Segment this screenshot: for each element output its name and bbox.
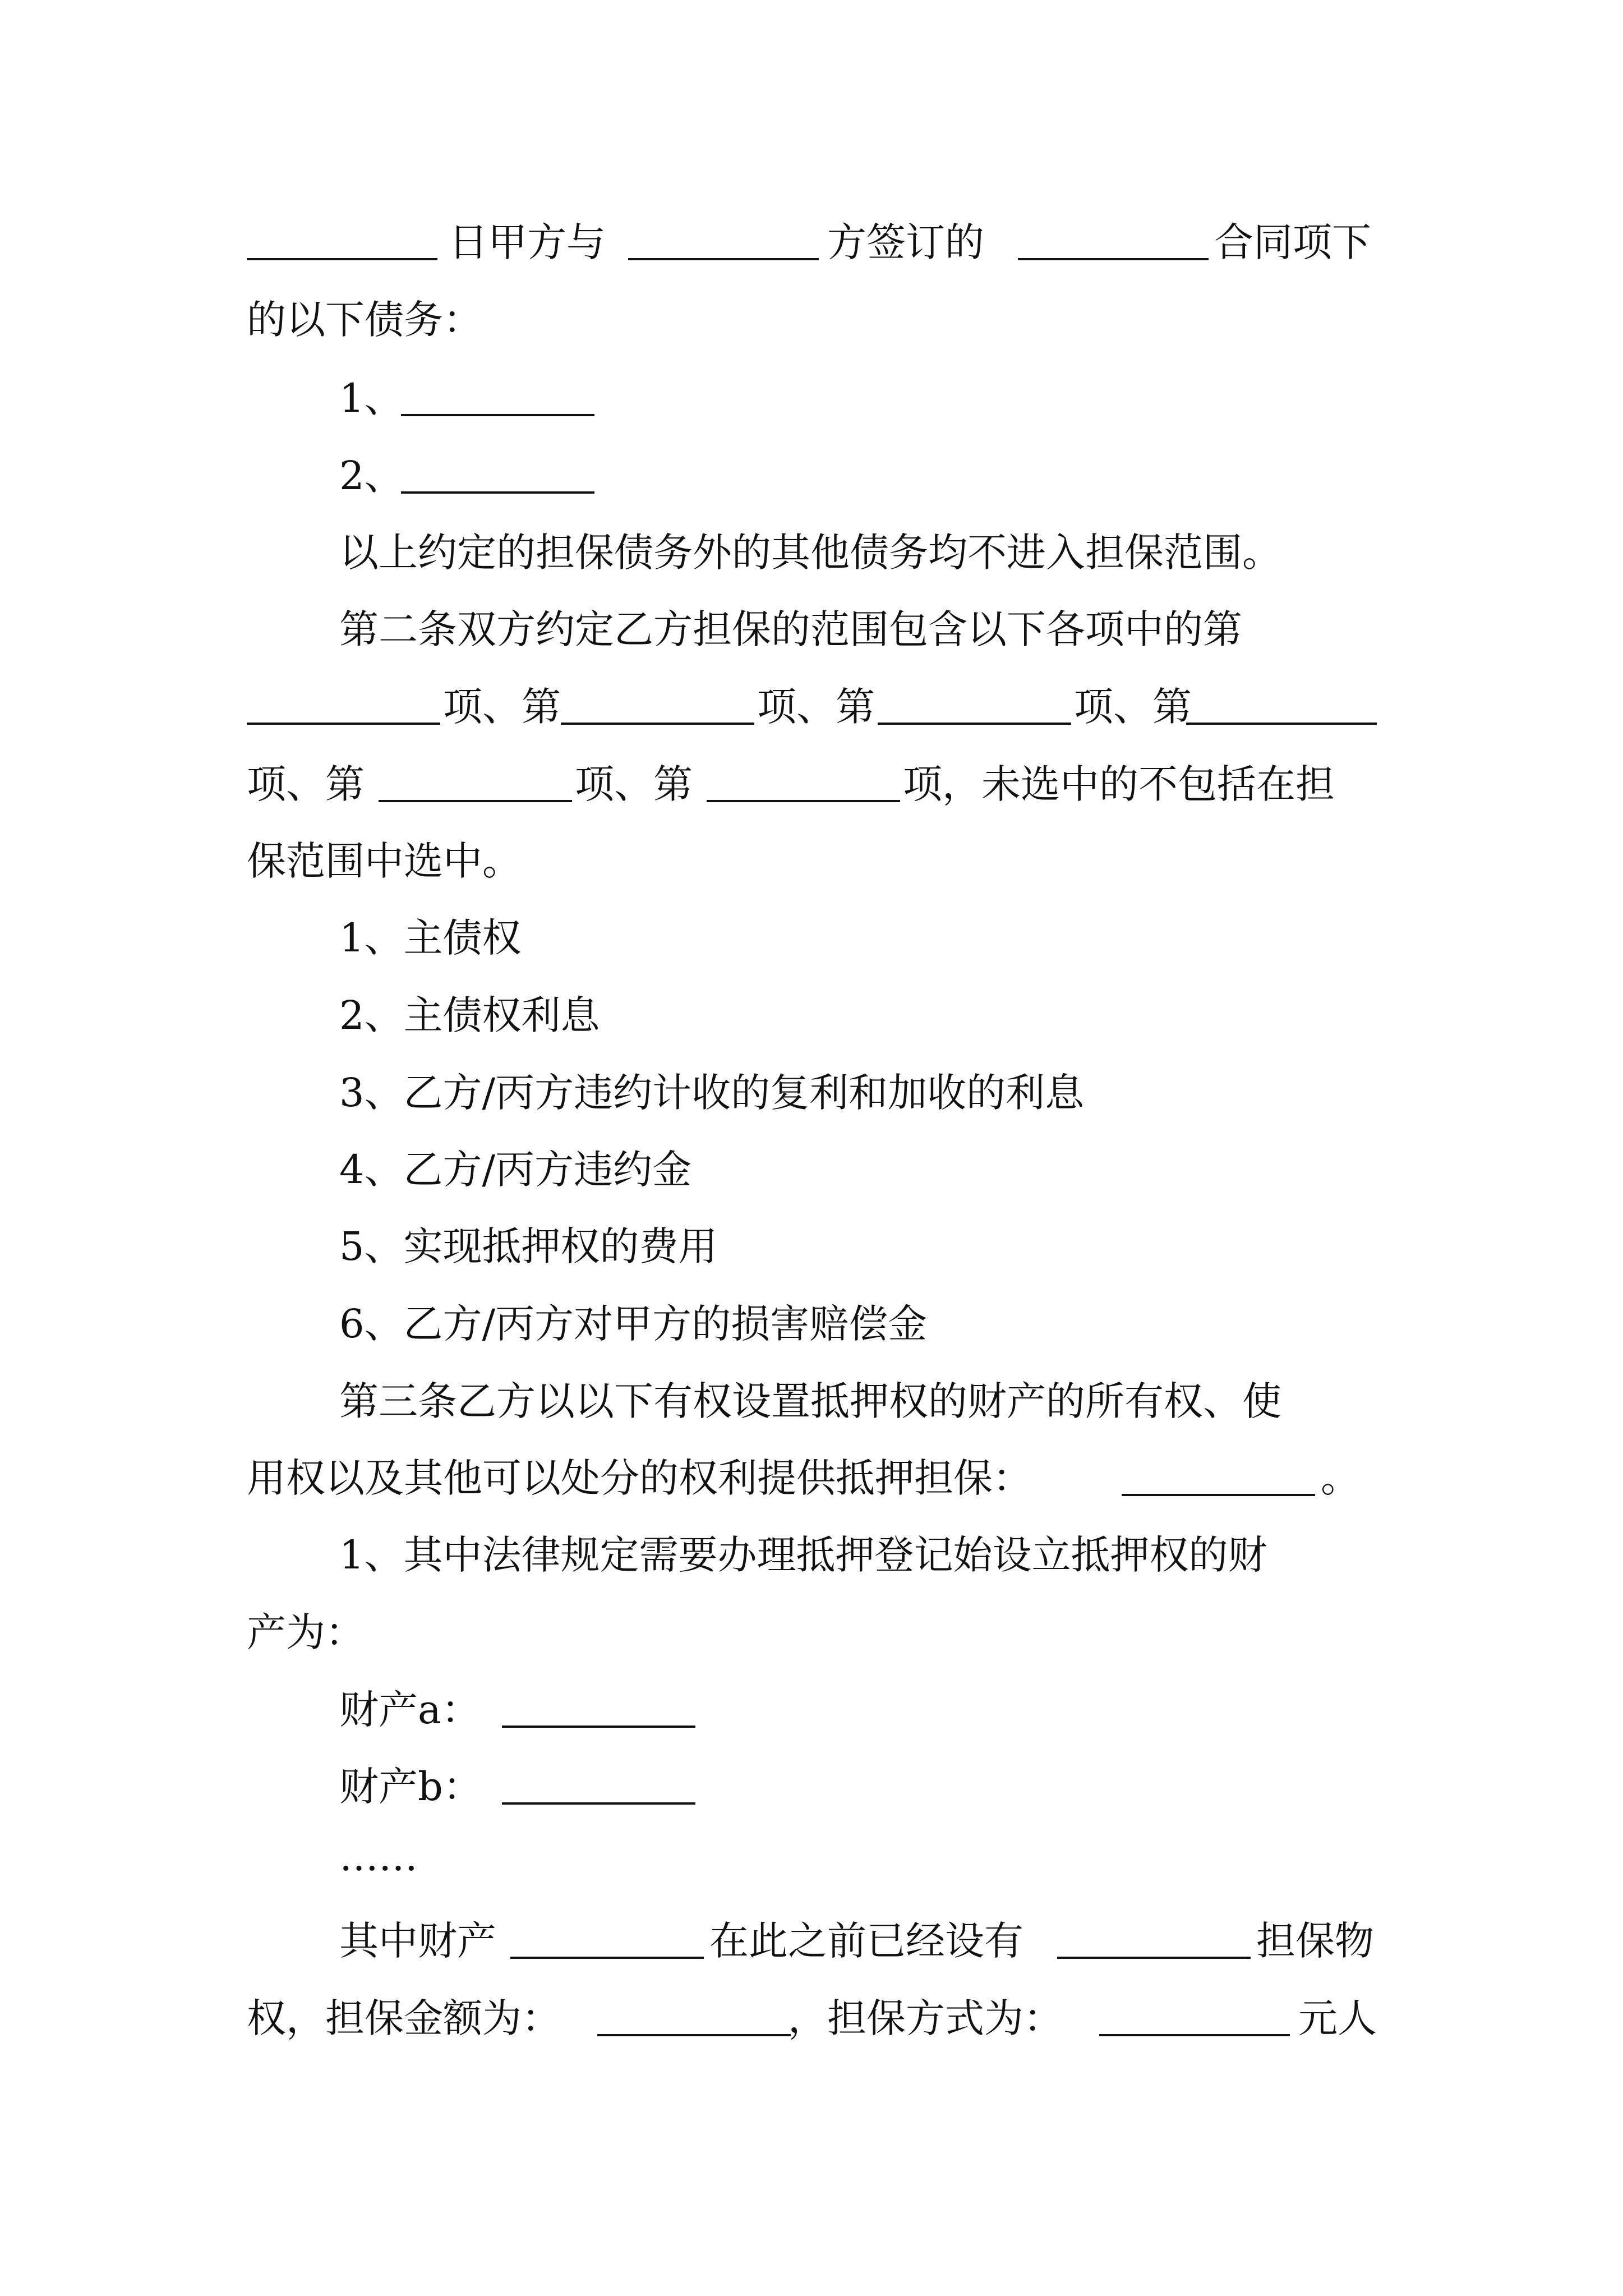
text-segment: 方签订的 bbox=[827, 219, 984, 265]
text-segment: 项、第 bbox=[247, 761, 365, 807]
fill-in-blank[interactable] bbox=[502, 1802, 695, 1805]
text-segment: 3、乙方/丙方违约计收的复利和加收的利息 bbox=[339, 1070, 1085, 1116]
text-segment: 元人 bbox=[1298, 1995, 1377, 2041]
text-line bbox=[0, 1136, 1623, 1203]
fill-in-blank[interactable] bbox=[628, 258, 819, 260]
text-segment: 。 bbox=[1321, 1455, 1360, 1501]
fill-in-blank[interactable] bbox=[1122, 1494, 1315, 1496]
text-line bbox=[0, 209, 1623, 276]
text-line bbox=[0, 365, 1623, 432]
text-segment: 财产b： bbox=[339, 1764, 482, 1810]
text-line bbox=[0, 286, 1623, 353]
text-line bbox=[0, 1521, 1623, 1589]
fill-in-blank[interactable] bbox=[707, 800, 900, 802]
text-line bbox=[0, 904, 1623, 972]
text-line bbox=[0, 442, 1623, 509]
text-line bbox=[0, 1290, 1623, 1358]
text-line bbox=[0, 1907, 1623, 1975]
text-line bbox=[0, 751, 1623, 818]
fill-in-blank[interactable] bbox=[401, 414, 594, 416]
text-line bbox=[0, 1599, 1623, 1666]
fill-in-blank[interactable] bbox=[510, 1957, 704, 1959]
fill-in-blank[interactable] bbox=[878, 723, 1071, 725]
fill-in-blank[interactable] bbox=[401, 491, 594, 494]
text-segment: 其中财产 bbox=[339, 1918, 496, 1964]
text-segment: 1、 bbox=[339, 375, 404, 421]
text-segment: 2、 bbox=[339, 453, 404, 499]
fill-in-blank[interactable] bbox=[561, 723, 754, 725]
text-line bbox=[0, 982, 1623, 1049]
text-segment: 2、主债权利息 bbox=[339, 992, 600, 1038]
text-segment: 合同项下 bbox=[1214, 219, 1371, 265]
text-segment: 用权以及其他可以处分的权利提供抵押担保： bbox=[247, 1455, 1032, 1501]
text-line bbox=[0, 519, 1623, 586]
text-segment: 的以下债务： bbox=[247, 297, 482, 343]
fill-in-blank[interactable] bbox=[1057, 1957, 1251, 1959]
fill-in-blank[interactable] bbox=[1099, 2034, 1290, 2036]
text-segment: 日甲方与 bbox=[449, 219, 606, 265]
text-segment: 以上约定的担保债务外的其他债务均不进入担保范围。 bbox=[339, 530, 1281, 576]
text-segment: 项、第 bbox=[575, 761, 693, 807]
text-segment: 项、第 bbox=[1074, 684, 1192, 730]
text-segment: 担保物 bbox=[1256, 1918, 1374, 1964]
text-segment: 4、乙方/丙方违约金 bbox=[339, 1147, 692, 1193]
text-line bbox=[0, 673, 1623, 740]
text-line bbox=[0, 827, 1623, 895]
fill-in-blank[interactable] bbox=[247, 258, 437, 260]
text-segment: 5、实现抵押权的费用 bbox=[339, 1223, 718, 1269]
text-segment: 在此之前已经设有 bbox=[709, 1918, 1023, 1964]
text-segment: …… bbox=[339, 1834, 418, 1880]
text-segment: 权，担保金额为： bbox=[247, 1995, 561, 2041]
text-segment: 项、第 bbox=[757, 684, 875, 730]
text-line bbox=[0, 1059, 1623, 1126]
text-segment: 财产a： bbox=[339, 1687, 481, 1733]
fill-in-blank[interactable] bbox=[1018, 258, 1209, 260]
text-segment: 产为： bbox=[247, 1609, 365, 1655]
fill-in-blank[interactable] bbox=[247, 723, 440, 725]
text-line bbox=[0, 596, 1623, 663]
text-line bbox=[0, 1213, 1623, 1280]
fill-in-blank[interactable] bbox=[1186, 723, 1377, 725]
fill-in-blank[interactable] bbox=[502, 1726, 695, 1728]
text-segment: 第二条双方约定乙方担保的范围包含以下各项中的第 bbox=[339, 606, 1242, 652]
text-segment: 保范围中选中。 bbox=[247, 838, 522, 884]
text-line bbox=[0, 1985, 1623, 2052]
text-line bbox=[0, 1368, 1623, 1435]
text-segment: 项、第 bbox=[443, 684, 561, 730]
text-segment: 第三条乙方以以下有权设置抵押权的财产的所有权、使 bbox=[339, 1378, 1281, 1424]
text-segment: 项，未选中的不包括在担 bbox=[903, 761, 1335, 807]
text-segment: 1、其中法律规定需要办理抵押登记始设立抵押权的财 bbox=[339, 1532, 1267, 1578]
fill-in-blank[interactable] bbox=[379, 800, 572, 802]
text-line bbox=[0, 1753, 1623, 1820]
fill-in-blank[interactable] bbox=[597, 2034, 791, 2036]
text-segment: ，担保方式为： bbox=[788, 1995, 1063, 2041]
text-segment: 1、主债权 bbox=[339, 915, 522, 961]
text-line bbox=[0, 1444, 1623, 1512]
text-line bbox=[0, 1823, 1623, 1890]
text-line bbox=[0, 1676, 1623, 1743]
text-segment: 6、乙方/丙方对甲方的损害赔偿金 bbox=[339, 1301, 928, 1347]
